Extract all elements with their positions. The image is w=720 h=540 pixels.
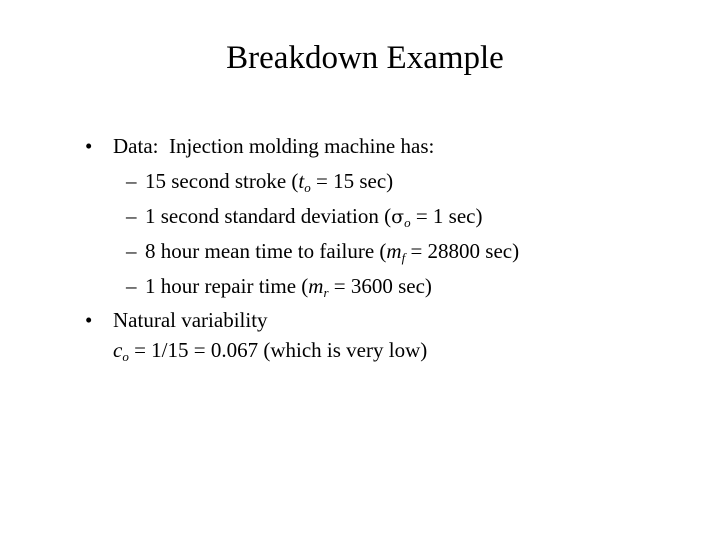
bullet-label: Data:: [113, 134, 159, 158]
subitem-text: 1 hour repair time (: [145, 274, 309, 298]
variable-subscript: o: [122, 349, 129, 364]
subitem-std-dev: [145, 203, 482, 230]
variable-subscript: o: [404, 215, 411, 230]
bullet-data: [113, 133, 434, 159]
bullet-marker: •: [85, 308, 93, 332]
dash-marker: –: [126, 239, 137, 263]
subitem-mttf: [145, 238, 519, 264]
dash-marker: –: [126, 204, 137, 228]
dash-marker: –: [126, 169, 137, 193]
variable: m: [308, 274, 324, 298]
bullet-natural-variability: Natural variability: [113, 308, 268, 332]
subitem-repair: [145, 273, 432, 299]
variable-subscript: f: [401, 250, 406, 265]
subitem-value: = 15 sec): [310, 169, 394, 193]
formula-cv: [113, 337, 427, 363]
bullet-marker: •: [85, 134, 93, 158]
subitem-value: = 1 sec): [410, 204, 483, 228]
variable: c: [113, 338, 123, 362]
slide-title: Breakdown Example: [226, 40, 504, 76]
subitem-text: 8 hour mean time to failure (: [145, 239, 387, 263]
formula-value: = 1/15 = 0.067 (which is very low): [128, 338, 428, 362]
variable: m: [386, 239, 402, 263]
subitem-stroke: [145, 168, 393, 194]
variable: t: [298, 169, 305, 193]
subitem-text: 1 second standard deviation (: [145, 204, 392, 228]
sigma-symbol: σ: [391, 206, 405, 228]
variable-subscript: r: [323, 285, 329, 300]
variable-subscript: o: [304, 180, 311, 195]
subitem-text: 15 second stroke (: [145, 169, 299, 193]
subitem-value: = 3600 sec): [328, 274, 432, 298]
subitem-value: = 28800 sec): [405, 239, 520, 263]
bullet-text: Injection molding machine has:: [168, 134, 435, 158]
dash-marker: –: [126, 274, 137, 298]
